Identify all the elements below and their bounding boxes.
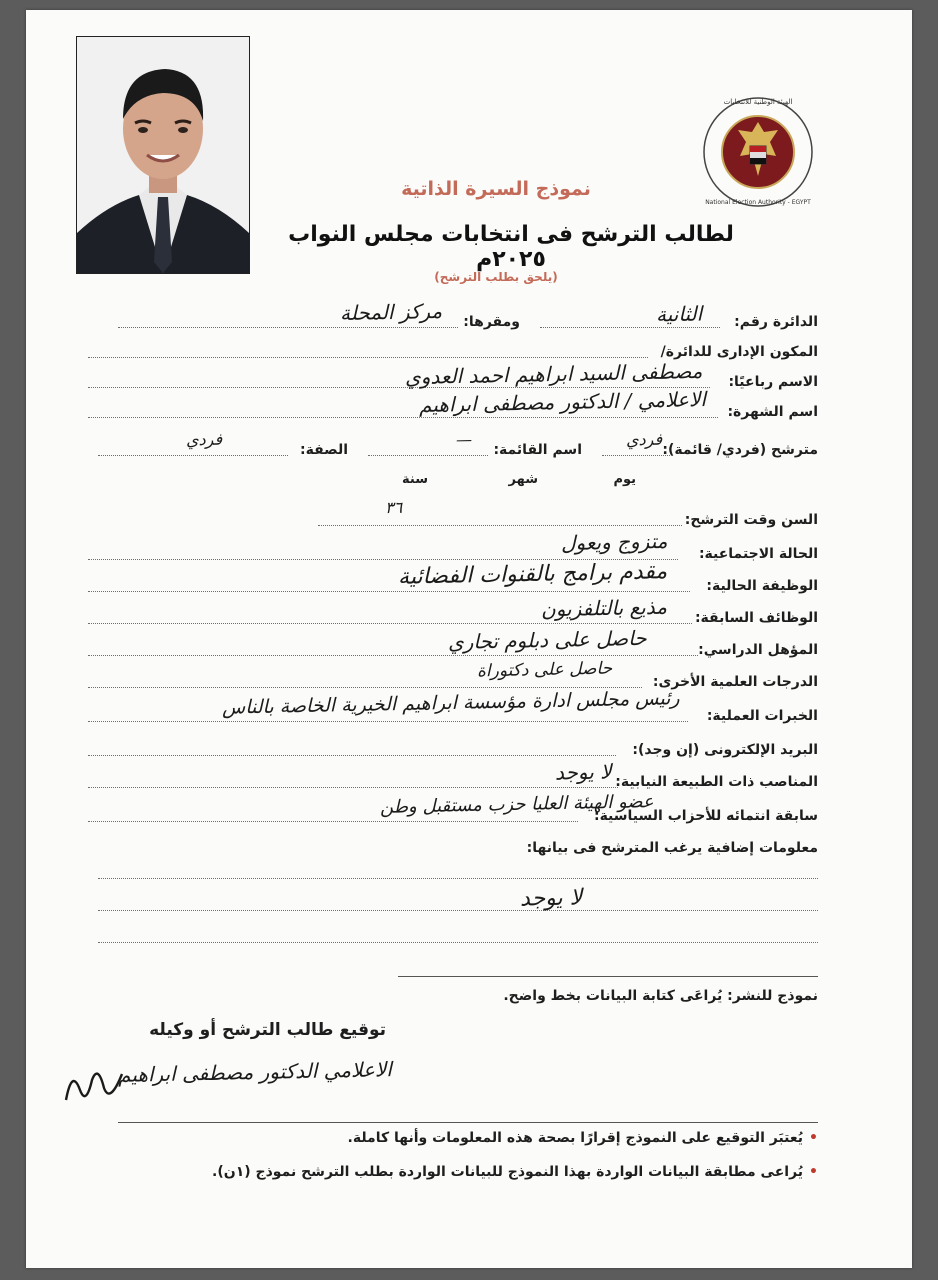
additional-info-row xyxy=(88,832,818,858)
parliament-positions-value: لا يوجد xyxy=(555,759,613,785)
other-degrees-label: الدرجات العلمية الأخرى: xyxy=(652,674,818,690)
experience-value: رئيس مجلس ادارة مؤسسة ابراهيم الخيرية الخاصة بالناس xyxy=(222,687,681,719)
email-label: البريد الإلكترونى (إن وجد): xyxy=(632,742,818,758)
dotted-line xyxy=(602,455,672,456)
name-quad-label: الاسم رباعيًا: xyxy=(728,374,818,390)
email-row xyxy=(88,734,818,760)
other-degrees-value: حاصل على دكتوراة xyxy=(476,658,613,682)
fame-name-value: الاعلامي / الدكتور مصطفى ابراهيم xyxy=(418,386,707,418)
note-bullet-2-text: يُراعى مطابقة البيانات الواردة بهذا النموذج للبيانات الواردة بطلب الترشح نموذج (١ن). xyxy=(212,1164,804,1180)
list-name-value: — xyxy=(455,429,473,450)
year-header: سنة xyxy=(402,472,428,487)
note-bullet-2 xyxy=(212,1164,818,1180)
capacity-value: فردي xyxy=(185,429,223,450)
dotted-line xyxy=(88,623,692,624)
dotted-line xyxy=(98,455,288,456)
marital-row xyxy=(88,538,818,564)
dotted-line xyxy=(88,357,648,358)
dotted-line xyxy=(88,655,698,656)
district-no-value: الثانية xyxy=(655,301,703,327)
dotted-line xyxy=(88,687,642,688)
other-degrees-row xyxy=(88,666,818,692)
note-bullet-1 xyxy=(348,1130,818,1146)
dotted-line xyxy=(88,787,618,788)
dotted-line xyxy=(118,327,458,328)
signature-label: توقيع طالب الترشح أو وكيله xyxy=(149,1020,386,1040)
divider xyxy=(398,976,818,977)
previous-jobs-label: الوظائف السابقة: xyxy=(694,610,818,626)
authority-logo xyxy=(702,96,814,208)
bullet-dot: • xyxy=(809,1130,818,1146)
previous-jobs-row xyxy=(88,602,818,628)
admin-component-label: المكون الإدارى للدائرة/ xyxy=(660,344,818,360)
dotted-line xyxy=(318,525,682,526)
experience-label: الخبرات العملية: xyxy=(706,708,818,724)
additional-info-label: معلومات إضافية يرغب المترشح فى بيانها: xyxy=(526,840,818,856)
age-value: ٣٦ xyxy=(384,497,403,518)
parliament-positions-label: المناصب ذات الطبيعة النيابية: xyxy=(615,774,818,790)
dotted-line xyxy=(368,455,488,456)
qualification-label: المؤهل الدراسي: xyxy=(698,642,818,658)
current-job-label: الوظيفة الحالية: xyxy=(706,578,818,594)
month-header: شهر xyxy=(508,472,538,487)
day-header: يوم xyxy=(613,472,636,487)
signature-scribble xyxy=(62,1060,132,1110)
dotted-line xyxy=(88,721,688,722)
district-seat-value: مركز المحلة xyxy=(339,298,443,326)
age-label: السن وقت الترشح: xyxy=(684,512,818,528)
district-no-label: الدائرة رقم: xyxy=(734,314,818,330)
previous-jobs-value: مذيع بالتلفزيون xyxy=(540,594,668,622)
parliament-positions-row xyxy=(88,766,818,792)
authority-name-en: National Election Authority - EGYPT xyxy=(705,199,811,206)
candidate-photo xyxy=(76,36,250,274)
admin-component-row xyxy=(88,336,818,362)
dotted-line xyxy=(88,821,578,822)
dotted-line xyxy=(540,327,720,328)
capacity-label: الصفة: xyxy=(299,442,348,458)
form-subtitle: (يلحق بطلب الترشح) xyxy=(434,270,558,284)
candidate-type-label: مترشح (فردي/ قائمة): xyxy=(662,442,818,458)
signature-text: الاعلامي الدكتور مصطفى ابراهيم xyxy=(117,1057,393,1087)
list-name-label: اسم القائمة: xyxy=(493,442,582,458)
name-quad-value: مصطفى السيد ابراهيم احمد العدوي xyxy=(404,358,703,390)
dotted-line xyxy=(88,755,616,756)
dotted-line xyxy=(88,417,718,418)
divider xyxy=(118,1122,818,1123)
form-title: نموذج السيرة الذاتية xyxy=(401,178,591,200)
marital-value: متزوج ويعول xyxy=(560,528,668,556)
district-seat-label: ومقرها: xyxy=(463,314,520,330)
current-job-value: مقدم برامج بالقنوات الفضائية xyxy=(397,559,668,590)
qualification-value: حاصل على دبلوم تجاري xyxy=(448,625,648,655)
main-title: لطالب الترشح فى انتخابات مجلس النواب ٢٠٢٥م xyxy=(288,222,734,272)
candidate-type-value: فردي xyxy=(625,429,663,450)
additional-info-value: لا يوجد xyxy=(519,885,583,912)
dotted-line xyxy=(98,910,818,911)
party-history-label: سابقة انتمائه للأحزاب السياسية: xyxy=(593,808,818,824)
fame-name-label: اسم الشهرة: xyxy=(727,404,818,420)
dotted-line xyxy=(88,591,690,592)
district-row xyxy=(118,306,818,332)
note-bullet-1-text: يُعتبَر التوقيع على النموذج إقرارًا بصحة هذه المعلومات وأنها كاملة. xyxy=(347,1130,804,1146)
dotted-line xyxy=(98,942,818,943)
bullet-dot: • xyxy=(809,1164,818,1180)
publish-note: نموذج للنشر: يُراعَى كتابة البيانات بخط واضح. xyxy=(503,988,818,1004)
form-page xyxy=(26,10,912,1268)
dotted-line xyxy=(98,878,818,879)
marital-label: الحالة الاجتماعية: xyxy=(698,546,818,562)
authority-name-ar: الهيئة الوطنية للانتخابات xyxy=(723,98,793,106)
party-history-value: عضو الهيئة العليا حزب مستقبل وطن xyxy=(380,791,655,818)
